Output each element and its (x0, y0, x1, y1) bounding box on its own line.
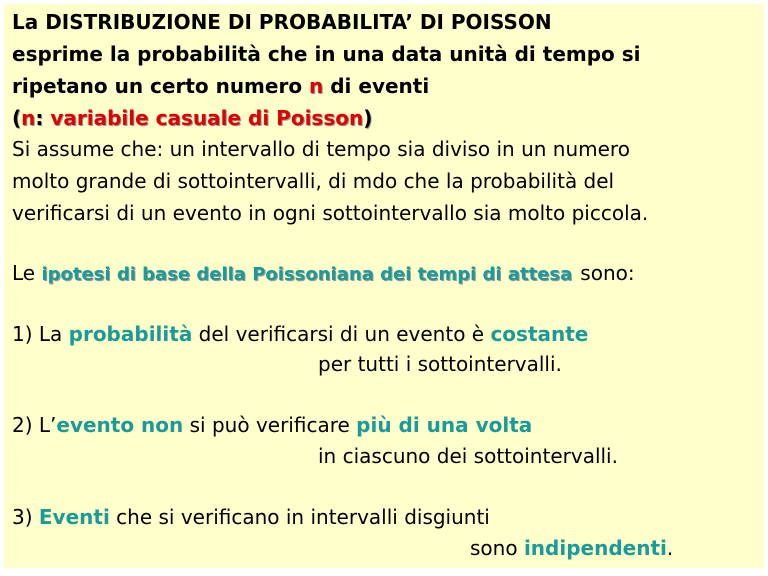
item-3-line-2-pre: sono (470, 536, 524, 560)
assumption-text-3: verificarsi di un evento in ogni sottointervallo sia molto piccola. (12, 201, 649, 225)
paren-open: ( (12, 106, 22, 130)
hypotheses-post: sono: (580, 261, 635, 285)
assumption-line-1 (12, 137, 630, 161)
intro-text-2: esprime la probabilità che in una data unità di tempo si (12, 42, 641, 66)
item-1-pre: 1) La (12, 322, 69, 346)
item-1-mid: del verificarsi di un evento è (192, 322, 491, 346)
assumption-line-2 (12, 169, 614, 193)
title-line-1 (12, 10, 552, 34)
item-3 (12, 505, 490, 529)
hypotheses-heading (12, 261, 635, 285)
item-1-continuation (318, 352, 562, 376)
variable-definition: variabile casuale di Poisson (50, 106, 364, 130)
assumption-line-3 (12, 201, 648, 225)
hypotheses-pre: Le (12, 261, 42, 285)
intro-line-2 (12, 42, 641, 66)
item-2-highlight-2: più di una volta (356, 413, 533, 437)
intro-text-3-pre: ripetano un certo numero (12, 74, 310, 98)
item-3-highlight-2: indipendenti (523, 536, 667, 560)
hypotheses-highlight: ipotesi di base della Poissoniana dei tempi di attesa (41, 264, 573, 285)
slide (4, 4, 764, 568)
item-3-pre: 3) (12, 505, 39, 529)
item-3-line-2-post: . (666, 536, 674, 560)
item-1-highlight-2: costante (490, 322, 589, 346)
item-3-highlight-1: Eventi (38, 505, 110, 529)
paren-close: ) (363, 106, 373, 130)
intro-text-3-post: di eventi (323, 74, 430, 98)
colon: : (35, 106, 44, 130)
variable-n: n (309, 74, 324, 98)
item-3-continuation (470, 536, 673, 560)
item-1 (12, 322, 588, 346)
assumption-text-2: molto grande di sottointervalli, di mdo che la probabilità del (12, 169, 615, 193)
intro-line-4 (12, 106, 372, 130)
item-3-mid: che si verificano in intervalli disgiunti (109, 505, 490, 529)
title-text: La DISTRIBUZIONE DI PROBABILITA’ DI POISSON (12, 10, 552, 34)
item-2-highlight-1: evento non (56, 413, 184, 437)
item-2-pre: 2) L’ (12, 413, 57, 437)
item-1-highlight-1: probabilità (68, 322, 193, 346)
intro-line-3 (12, 74, 429, 98)
item-2 (12, 413, 532, 437)
item-1-line-2: per tutti i sottointervalli. (318, 352, 562, 376)
variable-n-def: n (21, 106, 36, 130)
assumption-text-1: Si assume che: un intervallo di tempo sia diviso in un numero (12, 137, 630, 161)
item-2-line-2: in ciascuno dei sottointervalli. (318, 444, 618, 468)
item-2-continuation (318, 444, 618, 468)
item-2-mid: si può verificare (183, 413, 357, 437)
